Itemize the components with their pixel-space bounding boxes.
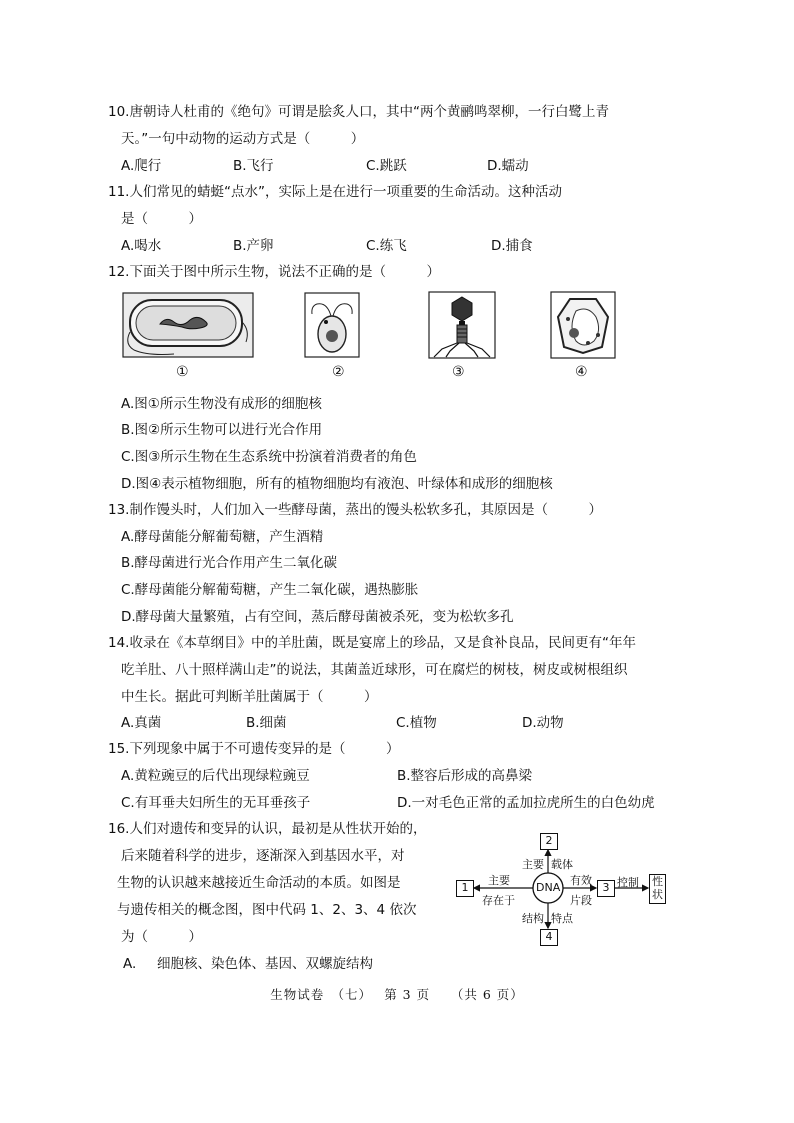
concept-map <box>450 828 674 948</box>
concept-map-box-1: 1 <box>456 880 474 897</box>
q14-stem-line1: 14.收录在《本草纲目》中的羊肚菌，既是宴席上的珍品，又是食补良品，民间更有“年年 <box>108 635 636 651</box>
q16-stem-line2: 后来随着科学的进步，逐渐深入到基因水平，对 <box>121 848 405 864</box>
q11-option-a: A.喝水 <box>121 238 162 254</box>
figure-label-3: ③ <box>452 364 465 380</box>
q10-option-b: B.飞行 <box>233 158 274 174</box>
concept-map-box-3: 3 <box>597 880 615 897</box>
q14-option-c: C.植物 <box>396 715 437 731</box>
q15-option-c: C.有耳垂夫妇所生的无耳垂孩子 <box>121 795 311 811</box>
q12-option-b: B.图②所示生物可以进行光合作用 <box>121 422 323 438</box>
q15-option-d: D.一对毛色正常的孟加拉虎所生的白色幼虎 <box>397 795 655 811</box>
concept-map-arrows <box>450 828 674 948</box>
figure-label-4: ④ <box>575 364 588 380</box>
q16-stem-line3: 生物的认识越来越接近生命活动的本质。如图是 <box>117 875 401 891</box>
concept-map-label-top-right: 载体 <box>551 858 573 871</box>
q16-stem-line5: 为（ ） <box>121 929 202 945</box>
q11-stem-line2: 是（ ） <box>121 211 202 227</box>
figure-label-2: ② <box>332 364 345 380</box>
q10-stem-line2: 天。”一句中动物的运动方式是（ ） <box>121 131 365 147</box>
q16-stem-line4: 与遗传相关的概念图，图中代码 1、2、3、4 依次 <box>117 902 417 918</box>
q14-option-d: D.动物 <box>522 715 564 731</box>
q13-stem: 13.制作馒头时，人们加入一些酵母菌，蒸出的馒头松软多孔，其原因是（ ） <box>108 502 602 518</box>
virus-figure <box>428 291 496 359</box>
chlamydomonas-figure <box>304 292 360 358</box>
q16-option-a-text: 细胞核、染色体、基因、双螺旋结构 <box>157 956 373 972</box>
concept-map-box-2: 2 <box>540 833 558 850</box>
concept-map-label-left-top: 主要 <box>488 874 510 887</box>
q12-option-a: A.图①所示生物没有成形的细胞核 <box>121 396 322 412</box>
concept-map-label-top-left: 主要 <box>522 858 544 871</box>
q11-option-b: B.产卵 <box>233 238 274 254</box>
q11-stem-line1: 11.人们常见的蜻蜓“点水”，实际上是在进行一项重要的生命活动。这种活动 <box>108 184 562 200</box>
concept-map-label-control: 控制 <box>617 876 639 889</box>
q15-stem: 15.下列现象中属于不可遗传变异的是（ ） <box>108 741 400 757</box>
q13-option-d: D.酵母菌大量繁殖，占有空间，蒸后酵母菌被杀死，变为松软多孔 <box>121 609 514 625</box>
q12-option-c: C.图③所示生物在生态系统中扮演着消费者的角色 <box>121 449 417 465</box>
q14-option-b: B.细菌 <box>246 715 287 731</box>
concept-map-label-right-top: 有效 <box>570 874 592 887</box>
q11-option-d: D.捕食 <box>491 238 533 254</box>
concept-map-label-bottom-right: 特点 <box>551 912 573 925</box>
concept-map-label-left-bottom: 存在于 <box>482 894 515 907</box>
plant-cell-figure <box>550 291 616 359</box>
q13-option-b: B.酵母菌进行光合作用产生二氧化碳 <box>121 555 338 571</box>
concept-map-box-4: 4 <box>540 929 558 946</box>
figure-label-1: ① <box>176 364 189 380</box>
concept-map-label-right-bottom: 片段 <box>570 894 592 907</box>
q10-stem-line1: 10.唐朝诗人杜甫的《绝句》可谓是脍炙人口，其中“两个黄鹂鸣翠柳，一行白鹭上青 <box>108 104 609 120</box>
q13-option-c: C.酵母菌能分解葡萄糖，产生二氧化碳，遇热膨胀 <box>121 582 419 598</box>
q13-option-a: A.酵母菌能分解葡萄糖，产生酒精 <box>121 529 324 545</box>
q10-option-a: A.爬行 <box>121 158 162 174</box>
concept-map-dna-label: DNA <box>536 881 561 894</box>
q12-option-d: D.图④表示植物细胞，所有的植物细胞均有液泡、叶绿体和成形的细胞核 <box>121 476 553 492</box>
q15-option-a: A.黄粒豌豆的后代出现绿粒豌豆 <box>121 768 310 784</box>
q16-option-a-letter: A. <box>123 956 137 972</box>
q10-option-c: C.跳跃 <box>366 158 407 174</box>
q14-stem-line2: 吃羊肚、八十照样满山走”的说法，其菌盖近球形，可在腐烂的树枝，树皮或树根组织 <box>121 662 628 678</box>
page-footer: 生物试卷 （七） 第 3 页 （共 6 页） <box>270 987 524 1002</box>
q15-option-b: B.整容后形成的高鼻梁 <box>397 768 533 784</box>
q11-option-c: C.练飞 <box>366 238 407 254</box>
q12-stem: 12.下面关于图中所示生物，说法不正确的是（ ） <box>108 264 440 280</box>
q14-stem-line3: 中生长。据此可判断羊肚菌属于（ ） <box>121 689 378 705</box>
q16-stem-line1: 16.人们对遗传和变异的认识，最初是从性状开始的， <box>108 821 427 837</box>
q14-option-a: A.真菌 <box>121 715 162 731</box>
concept-map-box-trait: 性状 <box>649 874 666 904</box>
bacterium-figure <box>122 292 254 358</box>
concept-map-label-bottom-left: 结构 <box>522 912 544 925</box>
q10-option-d: D.蠕动 <box>487 158 529 174</box>
